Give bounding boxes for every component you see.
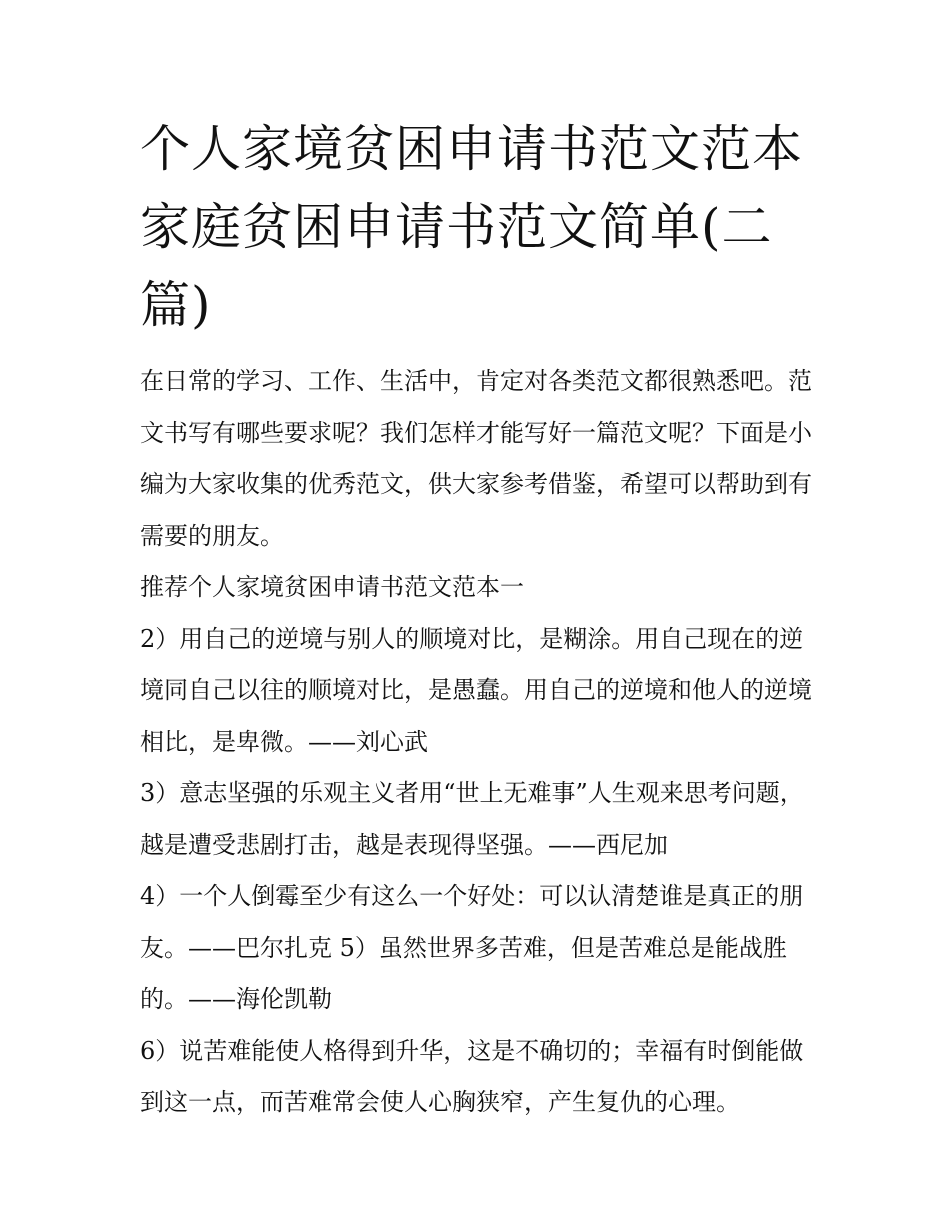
quote-paragraph: 6）说苦难能使人格得到升华，这是不确切的；幸福有时倒能做到这一点，而苦难常会使人心胸狭窄，产生复仇的心理。 [140,1036,804,1116]
quote-paragraph: 2）用自己的逆境与别人的顺境对比，是糊涂。用自己现在的逆境同自己以往的顺境对比，是愚蠢。用自己的逆境和他人的逆境相比，是卑微。——刘心武 [140,624,812,756]
quote-paragraph: 3）意志坚强的乐观主义者用“世上无难事”人生观来思考问题，越是遭受悲剧打击，越是表现得坚强。——西尼加 [140,779,804,859]
quote-paragraph: 4）一个人倒霉至少有这么一个好处：可以认清楚谁是真正的朋友。——巴尔扎克 5）虽然世界多苦难，但是苦难总是能战胜的。——海伦凯勒 [140,882,804,1013]
document-body [140,356,820,1129]
document-title: 个人家境贫困申请书范文范本家庭贫困申请书范文简单(二篇) [140,120,803,334]
section-heading: 推荐个人家境贫困申请书范文范本一 [140,573,524,601]
intro-paragraph: 在日常的学习、工作、生活中，肯定对各类范文都很熟悉吧。范文书写有哪些要求呢？我们怎样才能写好一篇范文呢？下面是小编为大家收集的优秀范文，供大家参考借鉴，希望可以帮助到有需要的朋友。 [140,367,812,550]
